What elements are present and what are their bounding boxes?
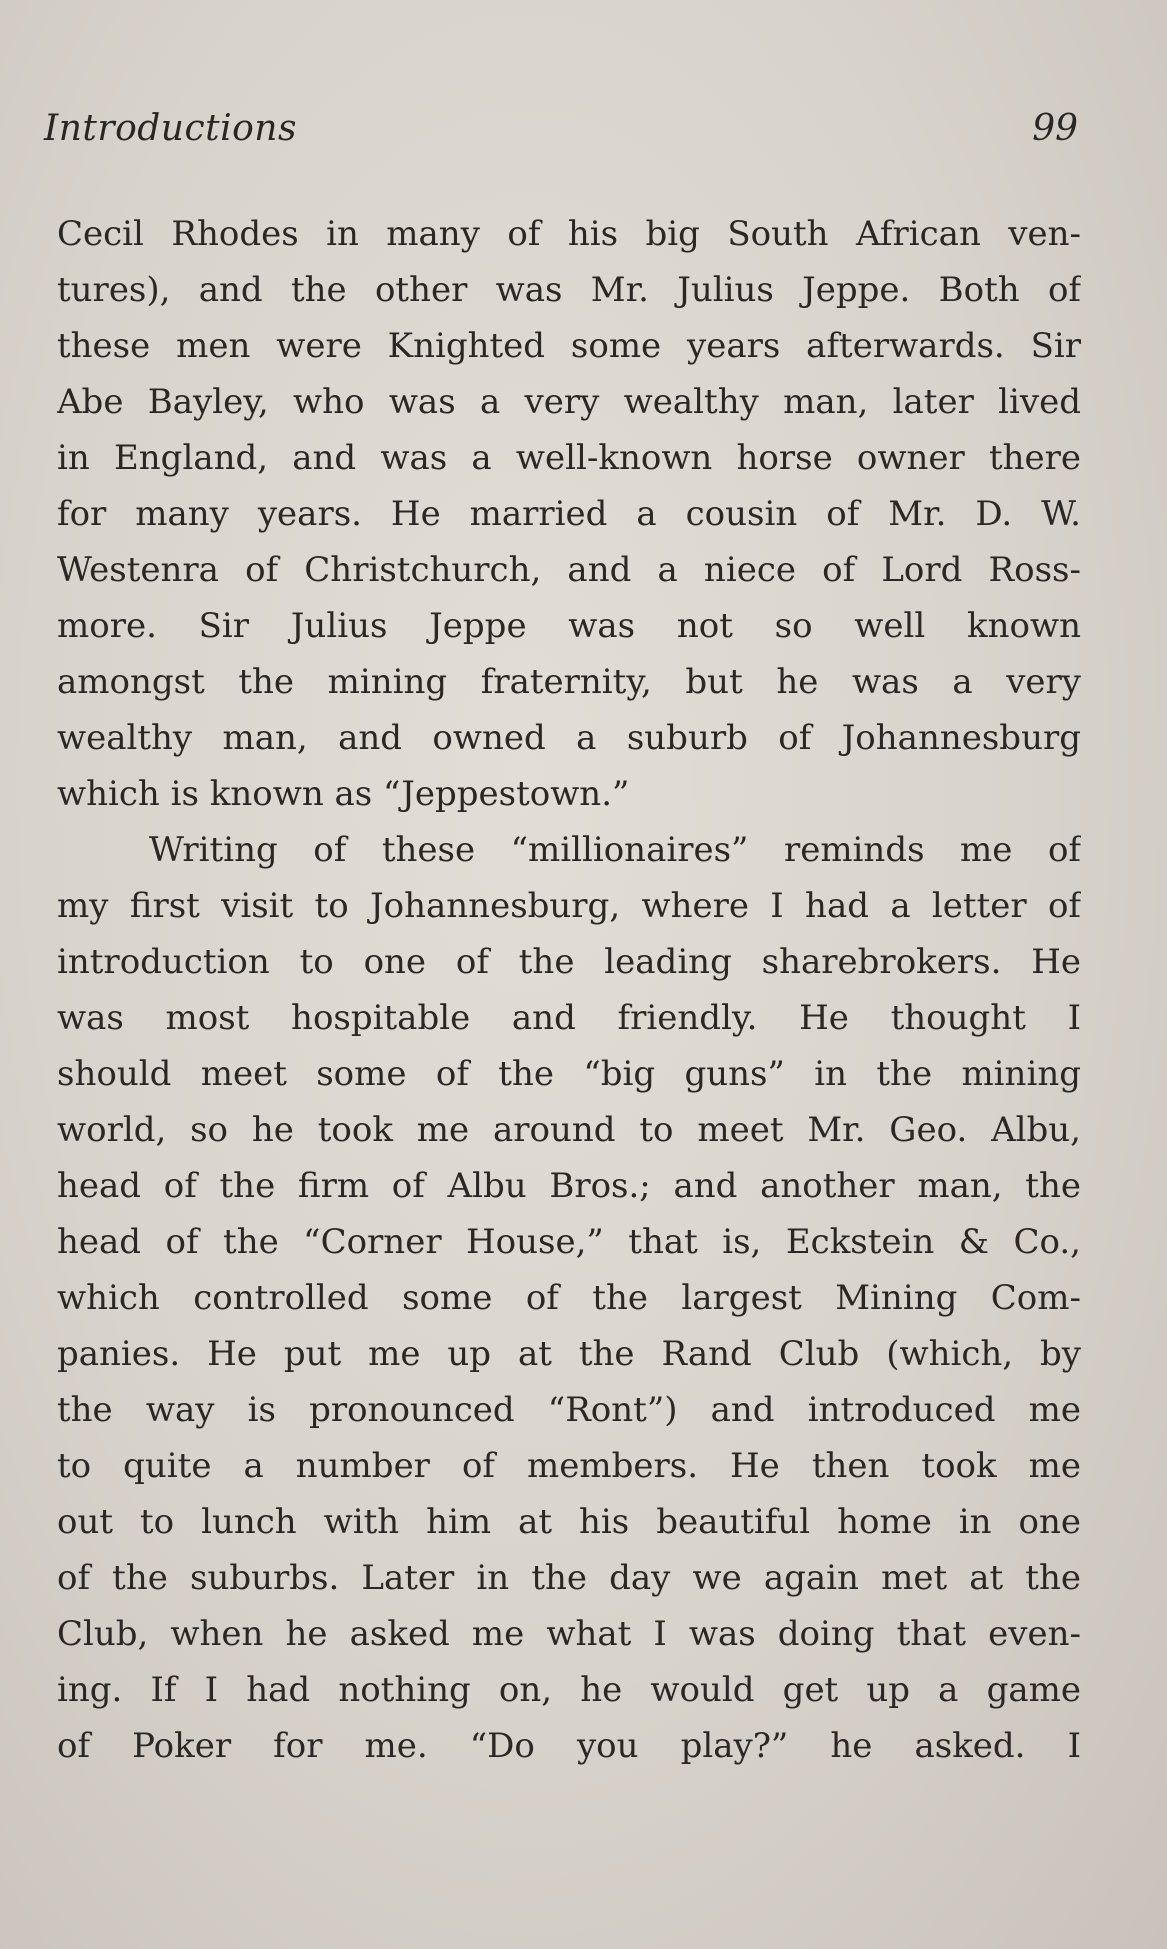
text-line: Abe Bayley, who was a very wealthy man, later lived bbox=[57, 382, 1081, 422]
page-number: 99 bbox=[1032, 108, 1078, 149]
text-line: should meet some of the “big guns” in the mining bbox=[57, 1054, 1081, 1094]
text-line: head of the firm of Albu Bros.; and another man, the bbox=[57, 1166, 1081, 1206]
text-line: of the suburbs. Later in the day we again met at the bbox=[57, 1558, 1081, 1598]
text-line: Cecil Rhodes in many of his big South African ven- bbox=[57, 214, 1081, 254]
text-line: tures), and the other was Mr. Julius Jeppe. Both of bbox=[57, 270, 1081, 310]
text-line: which controlled some of the largest Mining Com- bbox=[57, 1278, 1081, 1318]
text-line: Westenra of Christchurch, and a niece of Lord Ross- bbox=[57, 550, 1081, 590]
text-line: more. Sir Julius Jeppe was not so well known bbox=[57, 606, 1081, 646]
text-line: Writing of these “millionaires” reminds me of bbox=[149, 830, 1081, 870]
text-line: world, so he took me around to meet Mr. Geo. Albu, bbox=[57, 1110, 1081, 1150]
text-line: introduction to one of the leading sharebrokers. He bbox=[57, 942, 1081, 982]
text-line: to quite a number of members. He then took me bbox=[57, 1446, 1081, 1486]
text-line: the way is pronounced “Ront”) and introduced me bbox=[57, 1390, 1081, 1430]
text-line: panies. He put me up at the Rand Club (which, by bbox=[57, 1334, 1081, 1374]
text-line: in England, and was a well-known horse owner there bbox=[57, 438, 1081, 478]
running-title: Introductions bbox=[44, 108, 297, 149]
text-line: was most hospitable and friendly. He thought I bbox=[57, 998, 1081, 1038]
text-line: out to lunch with him at his beautiful home in one bbox=[57, 1502, 1081, 1542]
text-line: amongst the mining fraternity, but he was a very bbox=[57, 662, 1081, 702]
text-line: ing. If I had nothing on, he would get up a game bbox=[57, 1670, 1081, 1710]
text-line: head of the “Corner House,” that is, Eckstein & Co., bbox=[57, 1222, 1081, 1262]
body-text bbox=[57, 206, 1081, 1774]
text-line: for many years. He married a cousin of Mr. D. W. bbox=[57, 494, 1081, 534]
text-line: which is known as “Jeppestown.” bbox=[57, 774, 630, 814]
text-line: of Poker for me. “Do you play?” he asked. I bbox=[57, 1726, 1081, 1766]
text-line: wealthy man, and owned a suburb of Johannesburg bbox=[57, 718, 1081, 758]
running-head bbox=[44, 108, 1078, 168]
text-line: Club, when he asked me what I was doing that even- bbox=[57, 1614, 1081, 1654]
text-line: my first visit to Johannesburg, where I had a letter of bbox=[57, 886, 1081, 926]
text-line: these men were Knighted some years afterwards. Sir bbox=[57, 326, 1081, 366]
